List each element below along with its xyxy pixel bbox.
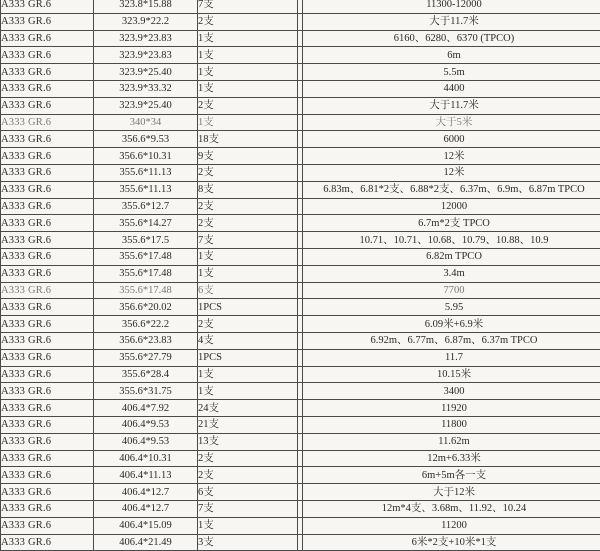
material-grade-cell: A333 GR.6 bbox=[1, 349, 94, 366]
table-row bbox=[1, 433, 600, 450]
length-cell: 11200 bbox=[303, 517, 600, 534]
material-grade-cell: A333 GR.6 bbox=[1, 366, 94, 383]
pipe-size-cell: 406.4*12.7 bbox=[94, 500, 198, 517]
quantity-cell: 1支 bbox=[198, 30, 298, 47]
length-cell: 11300-12000 bbox=[303, 0, 600, 13]
length-cell: 12m+6.33米 bbox=[303, 450, 600, 467]
material-grade-cell: A333 GR.6 bbox=[1, 400, 94, 417]
material-grade-cell: A333 GR.6 bbox=[1, 198, 94, 215]
quantity-cell: 9支 bbox=[198, 148, 298, 165]
quantity-cell: 2支 bbox=[198, 450, 298, 467]
table-row bbox=[1, 282, 600, 299]
table-row bbox=[1, 114, 600, 131]
table-row bbox=[1, 316, 600, 333]
length-cell: 10.71、10.71、10.68、10.79、10.88、10.9 bbox=[303, 232, 600, 249]
table-row bbox=[1, 215, 600, 232]
material-grade-cell: A333 GR.6 bbox=[1, 416, 94, 433]
quantity-cell: 1支 bbox=[198, 366, 298, 383]
table-row bbox=[1, 299, 600, 316]
pipe-size-cell: 355.6*14.27 bbox=[94, 215, 198, 232]
length-cell: 5.5m bbox=[303, 64, 600, 81]
pipe-size-cell: 355.6*17.48 bbox=[94, 248, 198, 265]
length-cell: 6.83m、6.81*2支、6.88*2支、6.37m、6.9m、6.87m TPCO bbox=[303, 181, 600, 198]
pipe-size-cell: 406.4*21.49 bbox=[94, 534, 198, 551]
material-grade-cell: A333 GR.6 bbox=[1, 30, 94, 47]
length-cell: 11.7 bbox=[303, 349, 600, 366]
length-cell: 6m+5m各一支 bbox=[303, 467, 600, 484]
material-grade-cell: A333 GR.6 bbox=[1, 13, 94, 30]
length-cell: 10.15米 bbox=[303, 366, 600, 383]
table-row bbox=[1, 232, 600, 249]
pipe-size-cell: 406.4*11.13 bbox=[94, 467, 198, 484]
table-row bbox=[1, 181, 600, 198]
table-body bbox=[1, 0, 600, 551]
quantity-cell: 3支 bbox=[198, 534, 298, 551]
pipe-size-cell: 340*34 bbox=[94, 114, 198, 131]
material-grade-cell: A333 GR.6 bbox=[1, 80, 94, 97]
pipe-size-cell: 406.4*9.53 bbox=[94, 416, 198, 433]
pipe-size-cell: 355.6*17.48 bbox=[94, 282, 198, 299]
pipe-size-cell: 323.9*23.83 bbox=[94, 47, 198, 64]
quantity-cell: 18支 bbox=[198, 131, 298, 148]
table-row bbox=[1, 400, 600, 417]
material-grade-cell: A333 GR.6 bbox=[1, 232, 94, 249]
quantity-cell: 2支 bbox=[198, 198, 298, 215]
pipe-size-cell: 355.6*28.4 bbox=[94, 366, 198, 383]
table-row bbox=[1, 97, 600, 114]
material-grade-cell: A333 GR.6 bbox=[1, 215, 94, 232]
pipe-size-cell: 355.6*17.5 bbox=[94, 232, 198, 249]
pipe-size-cell: 323.9*23.83 bbox=[94, 30, 198, 47]
length-cell: 6.92m、6.77m、6.87m、6.37m TPCO bbox=[303, 332, 600, 349]
pipe-size-cell: 355.6*27.79 bbox=[94, 349, 198, 366]
table-row bbox=[1, 164, 600, 181]
material-grade-cell: A333 GR.6 bbox=[1, 181, 94, 198]
length-cell: 6.09米+6.9米 bbox=[303, 316, 600, 333]
material-grade-cell: A333 GR.6 bbox=[1, 64, 94, 81]
material-grade-cell: A333 GR.6 bbox=[1, 316, 94, 333]
length-cell: 6m bbox=[303, 47, 600, 64]
quantity-cell: 1支 bbox=[198, 383, 298, 400]
material-grade-cell: A333 GR.6 bbox=[1, 97, 94, 114]
pipe-size-cell: 356.6*22.2 bbox=[94, 316, 198, 333]
pipe-size-cell: 406.4*9.53 bbox=[94, 433, 198, 450]
material-grade-cell: A333 GR.6 bbox=[1, 332, 94, 349]
quantity-cell: 8支 bbox=[198, 181, 298, 198]
length-cell: 6160、6280、6370 (TPCO) bbox=[303, 30, 600, 47]
quantity-cell: 1支 bbox=[198, 64, 298, 81]
quantity-cell: 1PCS bbox=[198, 349, 298, 366]
material-grade-cell: A333 GR.6 bbox=[1, 433, 94, 450]
table-row bbox=[1, 265, 600, 282]
quantity-cell: 2支 bbox=[198, 164, 298, 181]
material-grade-cell: A333 GR.6 bbox=[1, 164, 94, 181]
quantity-cell: 21支 bbox=[198, 416, 298, 433]
table-row bbox=[1, 534, 600, 551]
pipe-size-cell: 406.4*15.09 bbox=[94, 517, 198, 534]
pipe-size-cell: 355.6*11.13 bbox=[94, 164, 198, 181]
quantity-cell: 7支 bbox=[198, 500, 298, 517]
quantity-cell: 6支 bbox=[198, 484, 298, 501]
length-cell: 6.7m*2支 TPCO bbox=[303, 215, 600, 232]
table-row bbox=[1, 332, 600, 349]
length-cell: 7700 bbox=[303, 282, 600, 299]
length-cell: 6米*2支+10米*1支 bbox=[303, 534, 600, 551]
length-cell: 4400 bbox=[303, 80, 600, 97]
table-row bbox=[1, 416, 600, 433]
table-row bbox=[1, 349, 600, 366]
table-row bbox=[1, 80, 600, 97]
pipe-size-cell: 406.4*7.92 bbox=[94, 400, 198, 417]
material-grade-cell: A333 GR.6 bbox=[1, 484, 94, 501]
quantity-cell: 1支 bbox=[198, 265, 298, 282]
length-cell: 12000 bbox=[303, 198, 600, 215]
length-cell: 5.95 bbox=[303, 299, 600, 316]
quantity-cell: 7支 bbox=[198, 0, 298, 13]
table-row bbox=[1, 0, 600, 13]
length-cell: 11800 bbox=[303, 416, 600, 433]
length-cell: 11920 bbox=[303, 400, 600, 417]
pipe-size-cell: 356.6*23.83 bbox=[94, 332, 198, 349]
table-row bbox=[1, 131, 600, 148]
table-row bbox=[1, 13, 600, 30]
material-grade-cell: A333 GR.6 bbox=[1, 47, 94, 64]
quantity-cell: 2支 bbox=[198, 97, 298, 114]
material-grade-cell: A333 GR.6 bbox=[1, 383, 94, 400]
length-cell: 大于5米 bbox=[303, 114, 600, 131]
material-grade-cell: A333 GR.6 bbox=[1, 248, 94, 265]
length-cell: 12米 bbox=[303, 148, 600, 165]
table-row bbox=[1, 47, 600, 64]
table-row bbox=[1, 517, 600, 534]
table-row bbox=[1, 366, 600, 383]
quantity-cell: 1支 bbox=[198, 80, 298, 97]
pipe-size-cell: 355.6*31.75 bbox=[94, 383, 198, 400]
quantity-cell: 1支 bbox=[198, 517, 298, 534]
material-grade-cell: A333 GR.6 bbox=[1, 534, 94, 551]
length-cell: 3.4m bbox=[303, 265, 600, 282]
quantity-cell: 13支 bbox=[198, 433, 298, 450]
material-grade-cell: A333 GR.6 bbox=[1, 517, 94, 534]
table-row bbox=[1, 500, 600, 517]
material-grade-cell: A333 GR.6 bbox=[1, 467, 94, 484]
length-cell: 6000 bbox=[303, 131, 600, 148]
length-cell: 大于11.7米 bbox=[303, 97, 600, 114]
quantity-cell: 24支 bbox=[198, 400, 298, 417]
pipe-size-cell: 356.6*20.02 bbox=[94, 299, 198, 316]
quantity-cell: 1支 bbox=[198, 47, 298, 64]
pipe-size-cell: 356.6*9.53 bbox=[94, 131, 198, 148]
pipe-size-cell: 406.4*12.7 bbox=[94, 484, 198, 501]
material-grade-cell: A333 GR.6 bbox=[1, 114, 94, 131]
table-row bbox=[1, 484, 600, 501]
pipe-size-cell: 356.6*10.31 bbox=[94, 148, 198, 165]
material-grade-cell: A333 GR.6 bbox=[1, 0, 94, 13]
quantity-cell: 2支 bbox=[198, 215, 298, 232]
material-grade-cell: A333 GR.6 bbox=[1, 450, 94, 467]
quantity-cell: 7支 bbox=[198, 232, 298, 249]
quantity-cell: 4支 bbox=[198, 332, 298, 349]
length-cell: 3400 bbox=[303, 383, 600, 400]
pipe-size-cell: 323.8*15.88 bbox=[94, 0, 198, 13]
table-row bbox=[1, 198, 600, 215]
quantity-cell: 6支 bbox=[198, 282, 298, 299]
pipe-size-cell: 355.6*17.48 bbox=[94, 265, 198, 282]
length-cell: 大于12米 bbox=[303, 484, 600, 501]
table-row bbox=[1, 30, 600, 47]
table-row bbox=[1, 64, 600, 81]
pipe-size-cell: 355.6*12.7 bbox=[94, 198, 198, 215]
table-row bbox=[1, 248, 600, 265]
pipe-size-cell: 323.9*25.40 bbox=[94, 97, 198, 114]
material-grade-cell: A333 GR.6 bbox=[1, 131, 94, 148]
pipe-size-cell: 355.6*11.13 bbox=[94, 181, 198, 198]
quantity-cell: 1支 bbox=[198, 114, 298, 131]
quantity-cell: 2支 bbox=[198, 13, 298, 30]
table-row bbox=[1, 450, 600, 467]
quantity-cell: 2支 bbox=[198, 467, 298, 484]
material-grade-cell: A333 GR.6 bbox=[1, 282, 94, 299]
material-grade-cell: A333 GR.6 bbox=[1, 500, 94, 517]
pipe-size-cell: 323.9*25.40 bbox=[94, 64, 198, 81]
length-cell: 大于11.7米 bbox=[303, 13, 600, 30]
material-grade-cell: A333 GR.6 bbox=[1, 299, 94, 316]
material-grade-cell: A333 GR.6 bbox=[1, 265, 94, 282]
quantity-cell: 1PCS bbox=[198, 299, 298, 316]
quantity-cell: 2支 bbox=[198, 316, 298, 333]
table-row bbox=[1, 148, 600, 165]
material-grade-cell: A333 GR.6 bbox=[1, 148, 94, 165]
pipe-size-cell: 406.4*10.31 bbox=[94, 450, 198, 467]
length-cell: 12米 bbox=[303, 164, 600, 181]
length-cell: 11.62m bbox=[303, 433, 600, 450]
length-cell: 6.82m TPCO bbox=[303, 248, 600, 265]
length-cell: 12m*4支、3.68m、11.92、10.24 bbox=[303, 500, 600, 517]
pipe-size-cell: 323.9*22.2 bbox=[94, 13, 198, 30]
pipe-size-cell: 323.9*33.32 bbox=[94, 80, 198, 97]
quantity-cell: 1支 bbox=[198, 248, 298, 265]
table-row bbox=[1, 383, 600, 400]
table-row bbox=[1, 467, 600, 484]
